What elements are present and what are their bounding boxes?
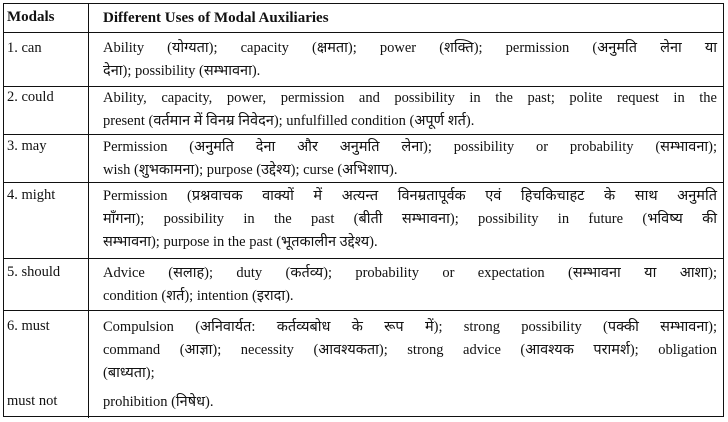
header-modals: Modals (7, 9, 55, 25)
uses-cell (89, 311, 723, 418)
modal-cell (4, 87, 89, 134)
uses-line: wish (शुभकामना); purpose (उद्देश्य); curse (अभिशाप). (103, 162, 398, 178)
uses-line: Permission (अनुमति देना और अनुमति लेना); possibility or probability (सम्भावना); (103, 139, 717, 155)
uses-line: Compulsion (अनिवार्यत: कर्तव्यबोध के रूप में); strong possibility (पक्की सम्भावना); (103, 319, 717, 335)
modal-auxiliaries-table (3, 3, 724, 417)
uses-line: माँगना); possibility in the past (बीती सम्भावना); possibility in future (भविष्य की (103, 211, 717, 227)
uses-line: Ability (योग्यता); capacity (क्षमता); power (शक्ति); permission (अनुमति लेना या (103, 40, 717, 56)
table-row (4, 259, 723, 311)
modal-label: 3. may (7, 138, 47, 154)
modal-cell (4, 135, 89, 182)
modal-label: 6. must (7, 318, 50, 334)
modal-label: must not (7, 393, 58, 409)
uses-text (103, 316, 717, 385)
header-cell-modals (4, 4, 89, 32)
uses-line: present (वर्तमान में विनम्र निवेदन); unfulfilled condition (अपूर्ण शर्त). (103, 113, 475, 129)
modal-label: 4. might (7, 187, 56, 203)
modal-cell (4, 33, 89, 86)
uses-cell (89, 259, 723, 310)
uses-line: Permission (प्रश्नवाचक वाक्यों में अत्यन्त विनम्रतापूर्वक एवं हिचकिचाहट के साथ अनुमति (103, 188, 717, 204)
table-row (4, 311, 723, 418)
uses-line: Ability, capacity, power, permission and possibility in the past; polite request in the (103, 90, 717, 106)
uses-cell (89, 33, 723, 86)
uses-line: Advice (सलाह); duty (कर्तव्य); probability or expectation (सम्भावना या आशा); (103, 265, 717, 281)
uses-text (103, 391, 717, 414)
uses-cell (89, 183, 723, 258)
uses-text (103, 87, 717, 133)
modal-label: 1. can (7, 40, 42, 56)
table-row (4, 33, 723, 87)
table-row (4, 183, 723, 259)
modal-cell (4, 183, 89, 258)
modal-label: 5. should (7, 264, 61, 280)
uses-line: देना); possibility (सम्भावना). (103, 63, 261, 79)
table-row (4, 135, 723, 183)
uses-text (103, 136, 717, 182)
uses-cell (89, 87, 723, 134)
header-uses: Different Uses of Modal Auxiliaries (103, 10, 329, 26)
header-cell-uses (89, 4, 723, 32)
uses-line: command (आज्ञा); necessity (आवश्यकता); strong advice (आवश्यक परामर्श); obligation (103, 342, 717, 358)
uses-cell (89, 135, 723, 182)
uses-line: prohibition (निषेध). (103, 394, 214, 410)
uses-text (103, 37, 717, 83)
uses-line: सम्भावना); purpose in the past (भूतकालीन उद्देश्य). (103, 234, 378, 250)
uses-line: condition (शर्त); intention (इरादा). (103, 288, 294, 304)
uses-text (103, 262, 717, 308)
table-header-row (4, 4, 723, 33)
modal-label: 2. could (7, 89, 54, 105)
table-row (4, 87, 723, 135)
uses-text (103, 185, 717, 254)
uses-line: (बाध्यता); (103, 365, 155, 381)
modal-cell (4, 311, 89, 418)
modal-cell (4, 259, 89, 310)
